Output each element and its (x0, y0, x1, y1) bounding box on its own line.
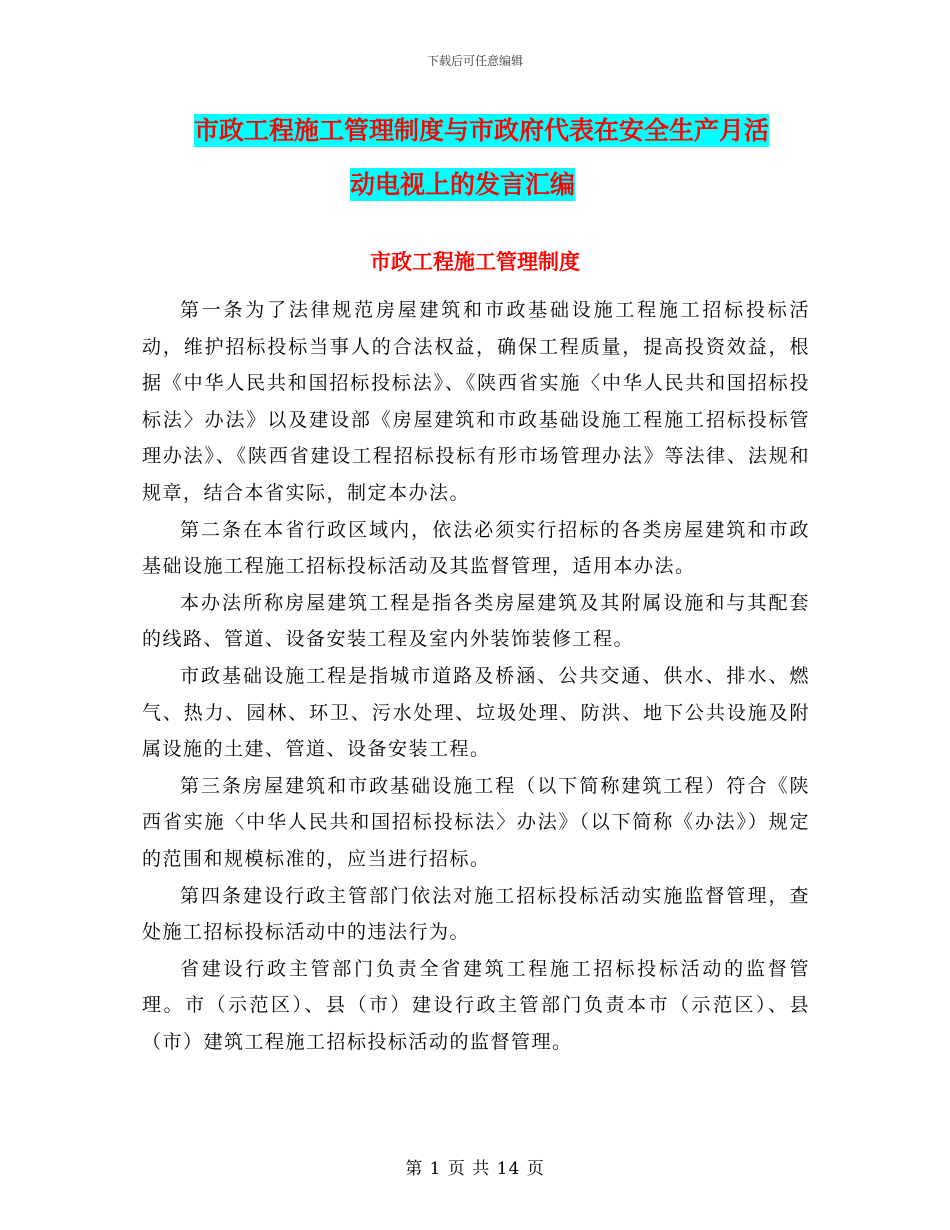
paragraph: 第三条房屋建筑和市政基础设施工程（以下简称建筑工程）符合《陕西省实施〈中华人民共和国招标投标法〉办法》（以下简称《办法》）规定的范围和规模标准的，应当进行招标。 (142, 774, 810, 870)
paragraph: 第二条在本省行政区域内，依法必须实行招标的各类房屋建筑和市政基础设施工程施工招标投标活动及其监督管理，适用本办法。 (142, 518, 810, 578)
document-title (190, 110, 810, 206)
paragraph: 省建设行政主管部门负责全省建筑工程施工招标投标活动的监督管理。市（示范区）、县（市）建设行政主管部门负责本市（示范区）、县（市）建筑工程施工招标投标活动的监督管理。 (142, 957, 810, 1053)
document-body (142, 292, 810, 1060)
paragraph: 第四条建设行政主管部门依法对施工招标投标活动实施监督管理，查处施工招标投标活动中的违法行为。 (142, 884, 810, 944)
document-title-line-2: 动电视上的发言汇编 (350, 170, 576, 199)
paragraph: 第一条为了法律规范房屋建筑和市政基础设施工程施工招标投标活动，维护招标投标当事人的合法权益，确保工程质量，提高投资效益，根据《中华人民共和国招标投标法》、《陕西省实施〈中华人民共和国招标投标法〉办法》以及建设部《房屋建筑和市政基础设施工程施工招标投标管理办法》、《陕西省建设工程招标投标有形市场管理办法》等法律、法规和规章，结合本省实际，制定本办法。 (142, 299, 810, 504)
page-number: 第 1 页 共 14 页 (405, 1159, 545, 1179)
document-title-line-2-wrap (350, 164, 810, 206)
page-header-note: 下载后可任意编辑 (426, 54, 523, 68)
paragraph: 本办法所称房屋建筑工程是指各类房屋建筑及其附属设施和与其配套的线路、管道、设备安装工程及室内外装饰装修工程。 (142, 591, 810, 651)
paragraph: 市政基础设施工程是指城市道路及桥涵、公共交通、供水、排水、燃气、热力、园林、环卫、污水处理、垃圾处理、防洪、地下公共设施及附属设施的土建、管道、设备安装工程。 (142, 664, 810, 761)
document-title-line-1: 市政工程施工管理制度与市政府代表在安全生产月活 (194, 116, 770, 145)
document-title-line-1-wrap (194, 110, 810, 152)
section-title: 市政工程施工管理制度 (370, 249, 580, 274)
